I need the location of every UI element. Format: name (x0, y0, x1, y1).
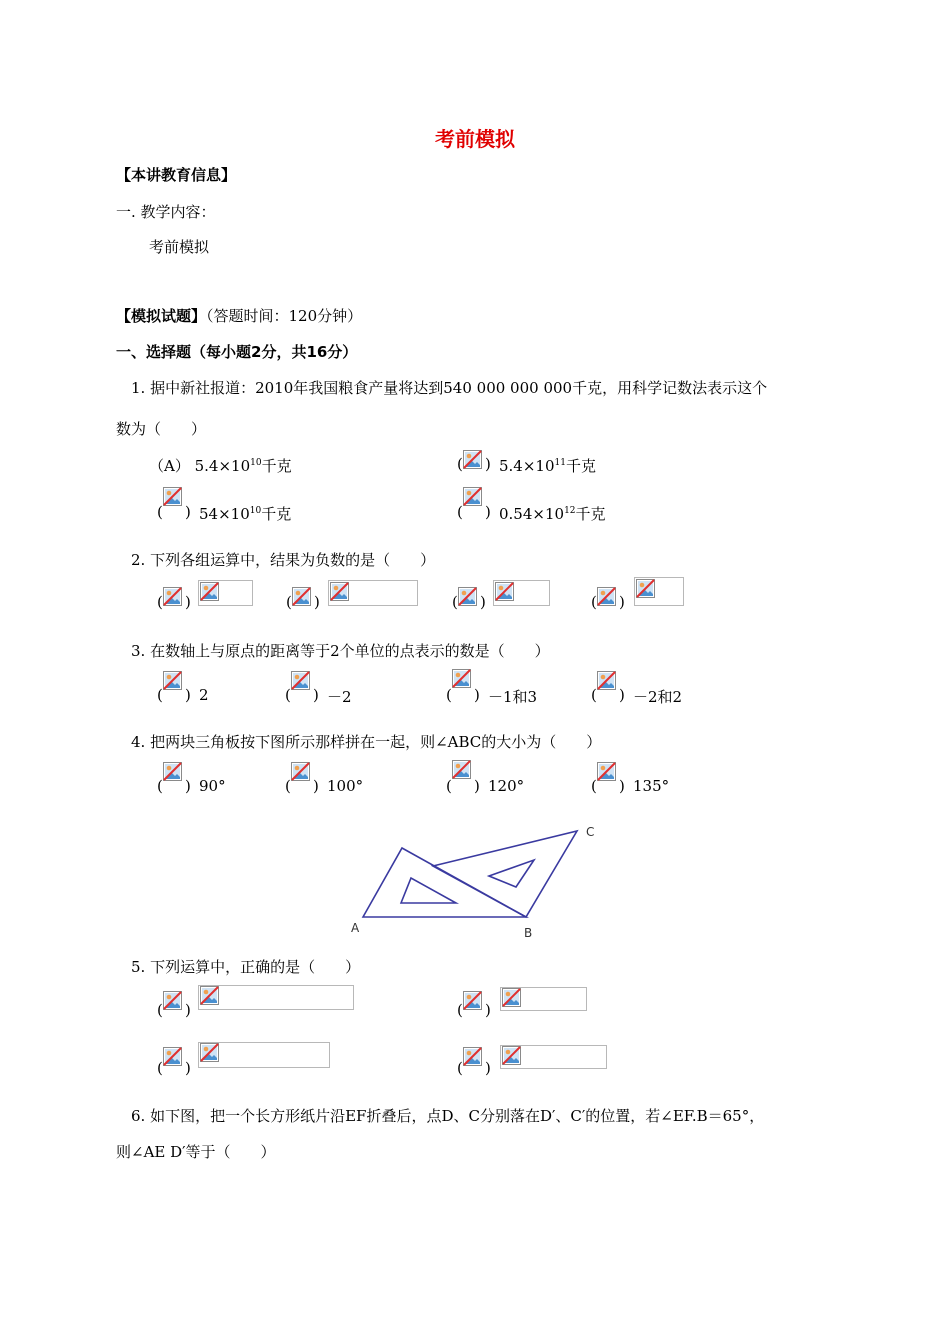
q4-option-a: 90° (199, 777, 226, 795)
paren-close: ) (185, 1059, 191, 1077)
paren-close: ) (485, 455, 491, 473)
paren-open: ( (591, 686, 597, 704)
set-squares-figure (340, 818, 610, 943)
unit: 千克 (261, 457, 292, 475)
q3-option-c: －1和3 (488, 688, 538, 706)
paren-close: ) (619, 686, 625, 704)
paren-open: ( (452, 593, 458, 611)
option-label: （A） (149, 457, 190, 475)
paren-close: ) (619, 777, 625, 795)
paren-open: ( (157, 503, 163, 521)
exponent: 11 (554, 458, 566, 468)
paren-open: ( (457, 1059, 463, 1077)
paren-open: ( (285, 686, 291, 704)
q1-stem-line2: 数为（ ） (116, 420, 207, 438)
paren-open: ( (591, 777, 597, 795)
broken-image-icon (502, 988, 521, 1007)
broken-image-icon (495, 582, 514, 601)
paren-close: ) (314, 593, 320, 611)
broken-image-icon (597, 671, 616, 690)
mock-header-line (116, 305, 362, 326)
broken-image-icon (463, 991, 482, 1010)
broken-image-icon (200, 986, 219, 1005)
q3-option-a: 2 (199, 686, 209, 704)
paren-open: ( (157, 1001, 163, 1019)
paren-close: ) (313, 777, 319, 795)
paren-open: ( (157, 593, 163, 611)
q1-stem-line1: 1. 据中新社报道：2010年我国粮食产量将达到540 000 000 000千克，用科学记数法表示这个 (131, 379, 768, 397)
paren-close: ) (185, 593, 191, 611)
paren-close: ) (185, 1001, 191, 1019)
option-value: 0.54×10 (499, 505, 565, 523)
paren-close: ) (619, 593, 625, 611)
broken-image-icon (163, 671, 182, 690)
set-square-left-outer (363, 848, 526, 917)
q6-stem-line1: 6. 如下图，把一个长方形纸片沿EF折叠后，点D、C分别落在D′、C′的位置，若∠EF.B＝65°， (131, 1107, 765, 1125)
paren-close: ) (185, 686, 191, 704)
option-value: 5.4×10 (499, 457, 555, 475)
q5-option-a-image (198, 985, 354, 1010)
broken-image-icon (452, 669, 471, 688)
paren-close: ) (185, 503, 191, 521)
q3-option-d: －2和2 (633, 688, 683, 706)
q4-stem: 4. 把两块三角板按下图所示那样拼在一起，则∠ABC的大小为（ ） (131, 733, 602, 751)
unit: 千克 (565, 457, 596, 475)
vertex-label-c: C (586, 825, 595, 839)
set-square-right-inner (489, 860, 534, 887)
info-header: 【本讲教育信息】 (116, 166, 237, 184)
vertex-label-a: A (351, 921, 360, 935)
vertex-label-b: B (524, 926, 533, 940)
broken-image-icon (452, 760, 471, 779)
q1-option-b (499, 455, 596, 476)
broken-image-icon (163, 762, 182, 781)
paren-close: ) (185, 777, 191, 795)
paren-open: ( (457, 503, 463, 521)
paren-open: ( (157, 777, 163, 795)
q4-option-b: 100° (327, 777, 364, 795)
content-text: 考前模拟 (149, 238, 210, 256)
paren-open: ( (457, 455, 463, 473)
broken-image-icon (597, 587, 616, 606)
broken-image-icon (163, 991, 182, 1010)
paren-close: ) (474, 777, 480, 795)
paren-open: ( (285, 777, 291, 795)
q3-option-b: －2 (327, 688, 352, 706)
paren-open: ( (446, 686, 452, 704)
broken-image-icon (291, 762, 310, 781)
paren-close: ) (485, 1001, 491, 1019)
content-label: 一. 教学内容： (116, 203, 216, 221)
broken-image-icon (330, 582, 349, 601)
paren-close: ) (485, 503, 491, 521)
broken-image-icon (463, 1047, 482, 1066)
broken-image-icon (200, 1043, 219, 1062)
broken-image-icon (636, 579, 655, 598)
set-square-left-inner (401, 878, 456, 903)
q1-option-d (499, 503, 606, 524)
paren-close: ) (474, 686, 480, 704)
broken-image-icon (458, 587, 477, 606)
broken-image-icon (502, 1046, 521, 1065)
paren-open: ( (157, 1059, 163, 1077)
paren-open: ( (457, 1001, 463, 1019)
broken-image-icon (163, 487, 182, 506)
q4-option-d: 135° (633, 777, 670, 795)
q1-option-c (199, 503, 291, 524)
exponent: 10 (249, 506, 262, 516)
broken-image-icon (292, 587, 311, 606)
broken-image-icon (597, 762, 616, 781)
set-square-right-outer (433, 831, 577, 917)
paren-open: ( (446, 777, 452, 795)
q6-stem-line2: 则∠AE D′等于（ ） (116, 1143, 276, 1161)
q1-option-a (149, 455, 292, 476)
exponent: 12 (564, 506, 576, 516)
unit: 千克 (575, 505, 606, 523)
broken-image-icon (463, 487, 482, 506)
broken-image-icon (463, 450, 482, 469)
exponent: 10 (250, 458, 262, 468)
unit: 千克 (261, 505, 292, 523)
broken-image-icon (163, 1047, 182, 1066)
broken-image-icon (291, 671, 310, 690)
mock-time: （答题时间：120分钟） (206, 307, 363, 325)
q2-stem: 2. 下列各组运算中，结果为负数的是（ ） (131, 551, 436, 569)
q5-stem: 5. 下列运算中，正确的是（ ） (131, 958, 361, 976)
q4-option-c: 120° (488, 777, 525, 795)
paren-open: ( (286, 593, 292, 611)
paren-close: ) (480, 593, 486, 611)
q3-stem: 3. 在数轴上与原点的距离等于2个单位的点表示的数是（ ） (131, 642, 550, 660)
option-value: 54×10 (199, 505, 250, 523)
section-1-header: 一、选择题（每小题2分，共16分） (116, 343, 358, 361)
option-value: 5.4×10 (194, 457, 251, 475)
paren-open: ( (591, 593, 597, 611)
paren-open: ( (157, 686, 163, 704)
page-title: 考前模拟 (435, 127, 515, 151)
paren-close: ) (485, 1059, 491, 1077)
mock-header: 【模拟试题】 (116, 307, 207, 325)
broken-image-icon (200, 582, 219, 601)
paren-close: ) (313, 686, 319, 704)
broken-image-icon (163, 587, 182, 606)
